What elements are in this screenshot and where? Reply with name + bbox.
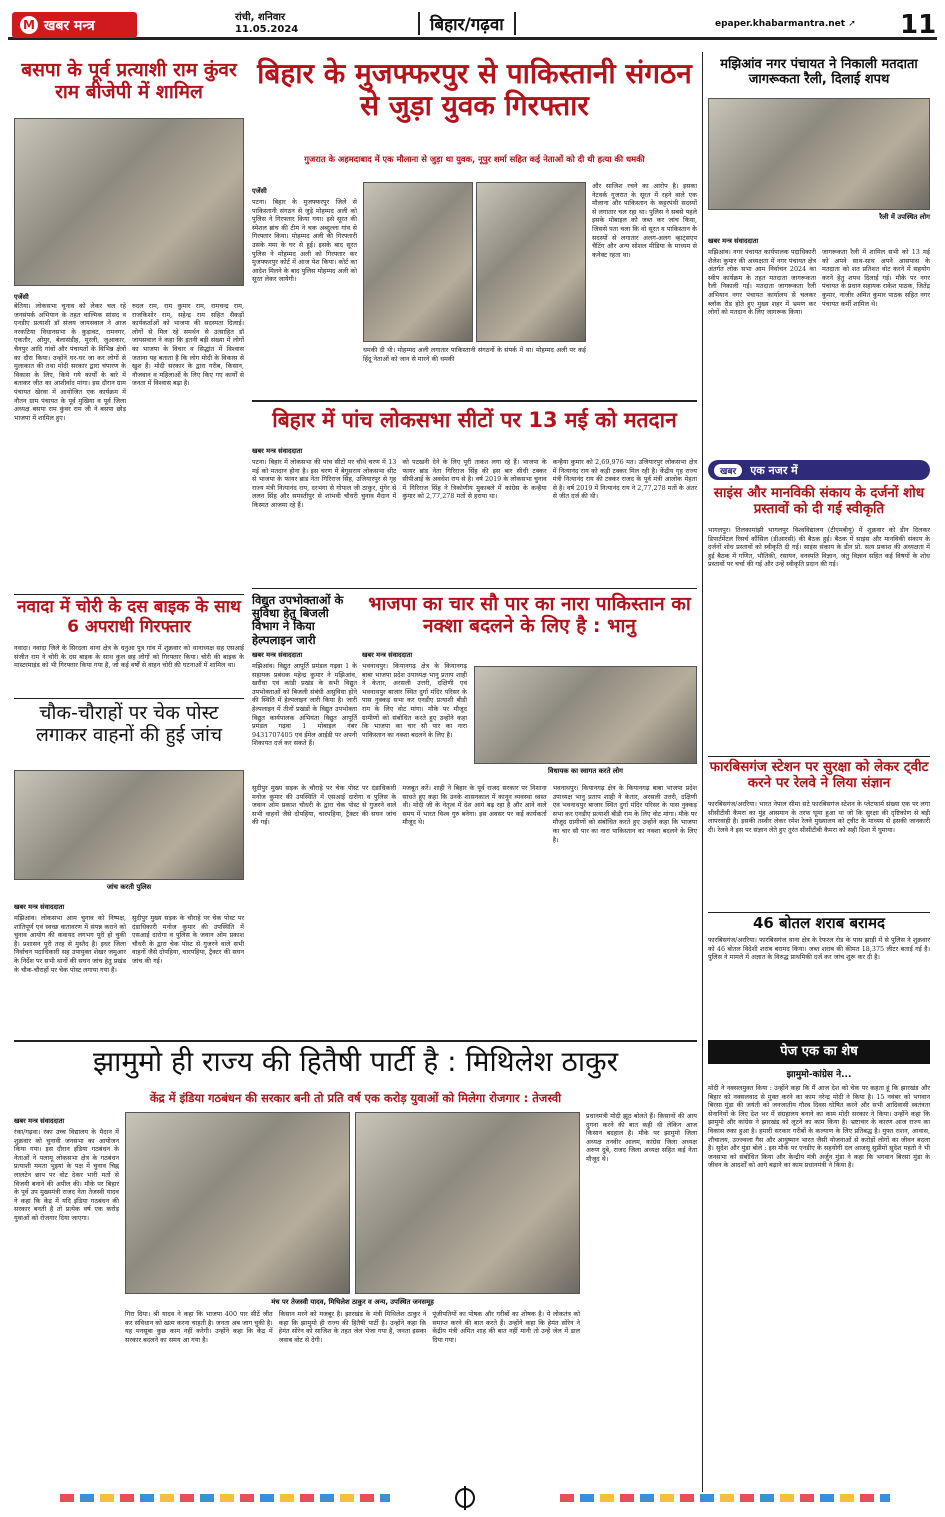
page-one-remainder-label: पेज एक का शेष bbox=[708, 1040, 930, 1064]
bhanu-col-2: मजबूत करें। शाही ने बिहार के पूर्व राजद सरकार पर निशाना साधते हुए कहा कि उनके शासनकाल में कानून व्यवस्था ध्वस्त थी। मोदी जी के नेतृत्व में देश आगे बढ़ रहा है और आने वाले समय में भारत विश्व गुरु बनेगा। इस अवसर पर कई कार्यकर्ता मौजूद थे। bbox=[402, 784, 547, 827]
ek-nazar-banner bbox=[708, 460, 930, 480]
vote-col-1: पटना। बिहार में लोकसभा की पांच सीटों पर चौथे चरण में 13 मई को मतदान होना है। इस चरण में बेगूसराय लोकसभा सीट से भाजपा के फायर ब्रांड नेता गिरिराज सिंह, उजियारपुर से गृह राज्य मंत्री नित्यानंद राय, दरभंगा से गोपाल जी ठाकुर, मुंगेर से ललन सिंह और समस्तीपुर से शांभवी चौधरी चुनाव मैदान में किस्मत आजमा रहे हैं। bbox=[252, 458, 397, 509]
logo-mark-icon: M bbox=[20, 16, 38, 34]
bhanu-byline: खबर मन्त्र संवाददाता bbox=[362, 651, 413, 659]
page-one-remainder-body: मोदी ने नक्सलमुक्त किया : उन्होंने कहा कि मैं आज देश को चेक पर कहता हूं कि झारखंड और बिहार को नक्सलवाद से मुक्त करने का काम नरेन्द्र मोदी ने किया है। 15 नवंबर को भगवान बिरसा मुंडा की जयंती को जनजातीय गौरव दिवस घोषित करने और सभी आदिवासी स्वतंत्रता सेनानियों के लिए देश भर में संग्रहालय बनाने का काम मोदी सरकार ने किया। उन्होंने कहा कि झामुमो और कांग्रेस ने झारखंड को लूटने का काम किया है। भ्रष्टाचार के कारण आज राज्य का विकास रुका हुआ है। हमारी सरकार गरीबों के कल्याण के लिए प्रतिबद्ध है। मुफ्त राशन, आवास, शौचालय, उज्ज्वला गैस और आयुष्मान भारत जैसी योजनाओं से करोड़ों लोगों का जीवन बदला है। सुदेश और मुंडा बोले : इस मौके पर एनडीए के सहयोगी दल आजसू सुप्रीमो सुदेश महतो ने भी जनसभा को संबोधित किया और केन्द्रीय मंत्री अर्जुन मुंडा ने कहा कि भगवान बिरसा मुंडा के जीवन के आदर्शों को आगे बढ़ाने का काम प्रधानमंत्री ने किया है। bbox=[708, 1084, 930, 1170]
bsp-body bbox=[14, 302, 244, 590]
jmm-byline: खबर मन्त्र संवाददाता bbox=[14, 1117, 65, 1125]
jmm-col-4: पूंजीपतियों का पोषक और गरीबों का शोषक है। ये लोकतंत्र को समाप्त करने की बात करते हैं। उन्होंने कहा कि हेमंत सोरेन ने केंद्रीय मंत्री अमित शाह की बात नहीं मानी तो उन्हें जेल में डाल दिया गया। bbox=[432, 1310, 581, 1344]
jmm-col-5: प्रधानमंत्री मोदी झूठ बोलते हैं। किसानों की आय दुगना करने की बात कही थी लेकिन आज किसान बदहाल है। मौके पर झामुमो जिला अध्यक्ष तनवीर आलम, कांग्रेस जिला अध्यक्ष अरुण दुबे, राजद जिला अध्यक्ष सहित कई नेता मौजूद थे। bbox=[586, 1112, 697, 1163]
registration-mark-line bbox=[464, 1486, 466, 1510]
print-color-bar-left bbox=[60, 1494, 390, 1502]
divider bbox=[14, 1040, 697, 1042]
checkpost-col-1: मझिआंव। लोकसभा आम चुनाव को निष्पक्ष, शांतिपूर्ण एवं स्वच्छ वातावरण में संपन्न कराने को चुनाव आयोग की कवायद लगभग पूरी हो चुकी है। प्रशासन पूरी तरह से मुस्तैद है। इधर जिला निर्वाचन पदाधिकारी सह उपायुक्त शेखर जमुआर के निर्देश पर सभी थानों की सघन जांच हेतु प्रखंड के चौक-चौराहों पर चेक पोस्ट लगाया गया है। bbox=[14, 914, 126, 974]
jmm-photo-2 bbox=[355, 1112, 580, 1294]
majhiaon-col-1: मझिआंव। नगर पंचायत कार्यपालक पदाधिकारी शैलेश कुमार की अध्यक्षता में नगर पंचायत क्षेत्र अंतर्गत लोक सभा आम निर्वाचन 2024 का स्वीप कार्यक्रम के तहत मतदाता जागरूकता रैली निकाली गई। मतदाता जागरूकता रैली अभियान नगर पंचायत कार्यालय से चलकर ब्लॉक रोड होते हुए मुख्य शहर में भ्रमण कर लोगों को मतदान के लिए जागरूक किया। bbox=[708, 248, 816, 317]
bhanu-caption: विधायक का स्वागत करते लोग bbox=[547, 767, 624, 775]
jmm-photo-1 bbox=[125, 1112, 350, 1294]
checkpost-headline: चौक-चौराहों पर चेक पोस्ट लगाकर वाहनों की हुई जांच bbox=[35, 702, 223, 746]
page-one-remainder-headline: झामुमो-कांग्रेस ने... bbox=[786, 1070, 852, 1080]
nawada-body: नवादा। नवादा जिले के सिरदला थाना क्षेत्र के धनुआ पुत्र गांव में शुक्रवार को थानाध्यक्ष सह एसआई संजीत राम ने चोरी के दस बाइक के साथ कुल छह लोगों को गिरफ्तार किया। चोरी की बाइक के मास्टरमाइंड को भी गिरफ्तार किया गया है, जो कई वर्षों से वाहन चोरी की घटनाओं में शामिल था। bbox=[14, 644, 244, 670]
ek-nazar-tag: खबर bbox=[714, 464, 742, 477]
bhanu-col-1: भवनाथपुर। कियानगढ़ क्षेत्र के कियानगढ़ बाबा भाजपा प्रदेश उपाध्यक्ष भानु प्रताप शाही ने केतार, अरसली उत्तरी, दक्षिणी एवं भवनाथपुर बाजार स्थित दुर्गा मंदिर परिसर के पास नुक्कड़ सभा कर एनडीए प्रत्याशी बीडी राम के लिए वोट मांगा। मौके पर मौजूद ग्रामीणों को संबोधित करते हुए उन्होंने कहा कि भाजपा का चार सौ पार का नारा पाकिस्तान का नक्शा बदलने के लिए है। bbox=[362, 662, 467, 739]
railway-headline: फारबिसगंज स्टेशन पर सुरक्षा को लेकर ट्वीट करने पर रेलवे ने लिया संज्ञान bbox=[709, 759, 929, 791]
majhiaon-byline: खबर मन्त्र संवाददाता bbox=[708, 237, 759, 245]
checkpost-body bbox=[14, 914, 244, 1036]
checkpost-photo bbox=[14, 770, 244, 880]
jmm-col-2: गिरा दिया। श्री यादव ने कहा कि भाजपा 400 पार सीटें जीत कर संविधान को खत्म करना चाहती है। जनता अब जाग चुकी है। यह मनसूबा कुछ काम नहीं करेगी। उन्होंने कहा कि केंद्र में सरकार बदलने का समय आ गया है। bbox=[125, 1310, 273, 1344]
electricity-body: मझिआंव। विद्युत आपूर्ति प्रमंडल गढ़वा 1 के सहायक प्रबंधक महेन्द्र कुमार ने मझिआंव, खरौंधा एवं कांडी प्रखंड के सभी विद्युत उपभोक्ताओं को बिजली संबंधी असुविधा होने की स्थिति में हेल्पलाइन जारी किया है। जारी हेल्पलाइन में तीनों प्रखंडों के विद्युत उपभोक्ता विद्युत कार्यपालक अभियंता विद्युत आपूर्ति प्रमंडल गढ़वा 1 मोबाइल नंबर 9431707405 एवं ईमेल आईडी पर अपनी शिकायत दर्ज कर सकते हैं। bbox=[252, 662, 357, 748]
bhanu-photo bbox=[474, 666, 697, 764]
vote-col-2: को पटखनी देने के लिए पूरी ताकत लगा रहे हैं। भाजपा के फायर ब्रांड नेता गिरिराज सिंह की इस बार सीधी टक्कर सीपीआई के अवधेश राय से है। वर्ष 2019 के लोकसभा चुनाव में गिरिराज सिंह ने त्रिकोणीय मुकाबले में कांग्रेस के कन्हैया कुमार को 2,77,278 मतों से हराया था। bbox=[402, 458, 547, 501]
divider bbox=[252, 588, 697, 589]
column-divider bbox=[702, 52, 703, 1492]
bhanu-headline: भाजपा का चार सौ पार का नारा पाकिस्तान का नक्शा बदलने के लिए है : भानु bbox=[368, 593, 691, 637]
page-number: 11 bbox=[900, 10, 937, 40]
majhiaon-body bbox=[708, 248, 930, 454]
vote-col-3: कन्हैया कुमार को 2,69,976 मत। उजियारपुर लोकसभा क्षेत्र में नित्यानंद राय को कड़ी टक्कर मिल रही है। केंद्रीय गृह राज्य मंत्री नित्यानंद राय की टक्कर राजद के पूर्व मंत्री आलोक मेहता से है। वर्ष 2019 में नित्यानंद राय ने 2,77,278 मतों के अंतर से जीत दर्ज की थी। bbox=[552, 458, 697, 501]
majhiaon-headline: मझिआंव नगर पंचायत ने निकाली मतदाता जागरूकता रैली, दिलाई शपथ bbox=[720, 57, 918, 87]
jmm-col-1: रंका/गढ़वा। रंका उच्च विद्यालय के मैदान में शुक्रवार को चुनावी जनसभा का आयोजन किया गया। इस दौरान इंडिया गठबंधन के नेताओं ने पलामू लोकसभा क्षेत्र के गठबंधन प्रत्याशी ममता भुइयां के पक्ष में चुनाव चिह्न लालटेन छाप पर वोट देकर भारी मतों से विजयी बनाने की अपील की। मौके पर बिहार के पूर्व उप मुख्यमंत्री राजद नेता तेजस्वी यादव ने कहा कि केंद्र में यदि इंडिया गठबंधन की सरकार बनती है तो प्रत्येक वर्ष एक करोड़ युवाओं को रोजगार दिया जाएगा। bbox=[14, 1128, 119, 1222]
majhiaon-col-2: जागरूकता रैली में शामिल सभी को 13 मई को अपने साथ-साथ अपने आसपास के मतदाता को शत प्रतिशत वोट करने में सहयोग करने हेतु शपथ दिलाई गई। मौके पर नगर पंचायत के प्रधान सहायक राकेश पाठक, जितेंद्र कुमार, नाजीर अमित कुमार पाठक सहित नगर पंचायत कर्मी शामिल थे। bbox=[822, 248, 930, 308]
cursor-icon: ➚ bbox=[848, 19, 856, 29]
epaper-site[interactable]: epaper.khabarmantra.net ➚ bbox=[715, 19, 856, 29]
bsp-col-2: रुदल राम, राम कुमार राम, रामचन्द्र राम, राजकिशोर राम, सहेन्द्र राम सहित सैकड़ों कार्यकर्ताओं को भाजपा की सदस्यता दिलाई। लोगों से मिल रहे समर्थन से उत्साहित डॉ जायसवाल ने कहा कि इतनी बड़ी संख्या में लोगों का भाजपा के विचार व सिद्धांत में विश्वास जताना यह बताता है कि लोग मोदी के विकास से खुश हैं। मोदी सरकार के द्वारा गरीब, किसान, नौजवान व महिलाओं के लिए किए गए कार्यों से जनता में विश्वास बढ़ा है। bbox=[132, 302, 244, 388]
majhiaon-photo bbox=[708, 98, 930, 210]
newspaper-logo[interactable]: M खबर मन्त्र bbox=[12, 12, 137, 38]
jmm-caption: मंच पर तेजस्वी यादव, मिथिलेश ठाकुर व अन्य, उपस्थित जनसमूह bbox=[271, 1298, 434, 1306]
divider bbox=[708, 912, 930, 913]
lead-dateline: एजेंसी bbox=[252, 187, 267, 195]
vote-headline: बिहार में पांच लोकसभा सीटों पर 13 मई को मतदान bbox=[272, 408, 677, 432]
electricity-continued: सुदीपुर मुख्य सड़क के चौराहे पर चेक पोस्ट पर दंडाधिकारी मनोज कुमार की उपस्थिति में एसआई दारोगा व पुलिस के जवान ओम प्रकाश चौधरी के द्वारा चेक पोस्ट से गुजरने वाले सभी वाहनों जैसे दोपहिया, चारपहिया, ट्रैक्टर की सघन जांच की गई। bbox=[252, 784, 397, 827]
divider bbox=[252, 400, 697, 402]
bsp-headline: बसपा के पूर्व प्रत्याशी राम कुंवर राम बीजेपी में शामिल bbox=[21, 59, 237, 103]
section-name: बिहार/गढ़वा bbox=[418, 12, 516, 35]
jmm-lower-body bbox=[125, 1310, 580, 1484]
liquor-body: फारबिसगंज/अररिया। फारबिसगंज थाना क्षेत्र के रेफरल रोड के पास झाड़ी में से पुलिस ने शुक्रवार को 46 बोतल विदेशी शराब बरामद किया। जब्त शराब की कीमत 18,375 लीटर बताई गई है। पुलिस ने मामले में अज्ञात के विरुद्ध प्राथमिकी दर्ज कर जांच शुरू कर दी है। bbox=[708, 936, 930, 962]
ek-nazar-title: एक नजर में bbox=[750, 463, 798, 477]
lead-col-2: और साजिश रचने का आरोप है। इसका नेटवर्क गुजरात के सूरत में रहने वाले एक मौलाना और पाकिस्तान के कट्टरपंथी सदस्यों से लगातार चल रहा था। पुलिस ने सबसे पहले इसके मोबाइल को जब्त कर जांच किया, जिससे पता चला कि वो सूरत व पाकिस्तान के सदस्यों से लगातार अलग-अलग व्हाट्सएप चैटिंग और अन्य सोशल मीडिया के माध्यम से कनेक्ट रहता था। bbox=[592, 182, 697, 259]
divider bbox=[708, 756, 930, 757]
lead-headline: बिहार के मुजफ्फरपुर से पाकिस्तानी संगठन से जुड़ा युवक गिरफ्तार bbox=[257, 57, 692, 123]
bsp-dateline: एजेंसी bbox=[14, 293, 29, 301]
lead-photo-2 bbox=[476, 182, 586, 342]
divider bbox=[14, 698, 244, 699]
checkpost-caption: जांच करती पुलिस bbox=[106, 883, 152, 891]
liquor-headline: 46 बोतल शराब बरामद bbox=[752, 914, 886, 932]
lead-caption: धमकी दी थी। मोहम्मद अली लगातार पाकिस्तानी संगठनों के संपर्क में था। मोहम्मद अली पर कई हिंदू नेताओं को जान से मारने की धमकी bbox=[363, 346, 586, 363]
research-body: भागलपुर। तिलकामांझी भागलपुर विश्वविद्यालय (टीएमबीयू) में शुक्रवार को डीन दिलकर डिपार्टमेंटल रिसर्च कौंसिल (डीआरसी) की बैठक हुई। बैठक में साइंस और मानविकी संकाय के दर्जनों शोध प्रस्तावों को स्वीकृति दी गई। साइंस संकाय के डीन प्रो. सत्य प्रकाश की अध्यक्षता में हुई बैठक में गणित, भौतिकी, रसायन, वनस्पति विज्ञान, जंतु विज्ञान सहित कई विषयों के शोध प्रस्तावों पर चर्चा की गई और उन्हें स्वीकृति प्रदान की गई। bbox=[708, 526, 930, 569]
electricity-headline: विद्युत उपभोक्ताओं के सुविधा हेतु बिजली विभाग ने किया हेल्पलाइन जारी bbox=[252, 593, 344, 647]
lead-photo-1 bbox=[363, 182, 473, 342]
railway-body: फारबिसगंज/अररिया। भारत नेपाल सीमा सटे फारबिसगंज स्टेशन के प्लेटफार्म संख्या एक पर लगा सीसीटीवी कैमरा का मुंह आसमान के तरफ घूमा हुआ था जो कि सुरक्षा की दृष्टिकोण से बड़ी लापरवाही है। इसकी तस्वीर लेकर रमेश रेलवे मुख्यालय को ट्वीट के माध्यम से इसकी जानकारी दी। रेलवे ने इस पर संज्ञान लेते हुए तुरंत सीसीटीवी कैमरा को सही दिशा में घुमाया। bbox=[708, 800, 930, 834]
checkpost-byline: खबर मन्त्र संवाददाता bbox=[14, 903, 65, 911]
bsp-photo bbox=[14, 118, 244, 286]
divider bbox=[14, 594, 244, 595]
vote-body bbox=[252, 458, 697, 582]
masthead-dateline: रांची, शनिवार 11.05.2024 bbox=[235, 12, 299, 35]
checkpost-col-2: सुदीपुर मुख्य सड़क के चौराहे पर चेक पोस्ट पर दंडाधिकारी मनोज कुमार की उपस्थिति में एसआई दारोगा व पुलिस के जवान ओम प्रकाश चौधरी के द्वारा चेक पोस्ट से गुजरने वाले सभी वाहनों जैसे दोपहिया, चारपहिया, ट्रैक्टर की सघन जांच की गई। bbox=[132, 914, 244, 965]
bsp-col-1: बेतिया। लोकसभा चुनाव को लेकर चल रहे जनसंपर्क अभियान के तहत वाल्मिक सांसद व एनडीए प्रत्याशी डॉ संजय जायसवाल ने आज नरकटिया विधानसभा के कुड़ावट, रामनगर, एकतौर, ओमुर, बेलासंडीह, मुरली, जुआकार, चैनपुर आदि गांवों और पंचायतों के विभिन्न क्षेत्रों का दौरा किया। उन्होंने घर-घर जा कर लोगों से मुलाकात की तथा मोदी सरकार द्वारा चंपारण के विकास के लिए, किये गये कार्यों के बारे में बताकर जीत का आशीर्वाद मांगा। इस दौरान ग्राम पंचायत खेरवा में आयोजित एक कार्यक्रम में नौतन ग्राम पंचायत के पूर्व मुखिया व पूर्व जिला अध्यक्ष बसपा राम कुंवर राम जी ने बसपा छोड़ भाजपा में शामिल हुए। bbox=[14, 302, 126, 422]
electricity-byline: खबर मन्त्र संवाददाता bbox=[252, 651, 303, 659]
lead-subhead: गुजरात के अहमदाबाद में एक मौलाना से जुड़ा था युवक, नूपुर शर्मा सहित कई नेताओं को दी थी हत्या की धमकी bbox=[304, 154, 645, 164]
bhanu-col-3: भवनाथपुर। कियानगढ़ क्षेत्र के कियानगढ़ बाबा भाजपा प्रदेश उपाध्यक्ष भानु प्रताप शाही ने केतार, अरसली उत्तरी, दक्षिणी एवं भवनाथपुर बाजार स्थित दुर्गा मंदिर परिसर के पास नुक्कड़ सभा कर एनडीए प्रत्याशी बीडी राम के लिए वोट मांगा। मौके पर मौजूद ग्रामीणों को संबोधित करते हुए उन्होंने कहा कि भाजपा का चार सौ पार का नारा पाकिस्तान का नक्शा बदलने के लिए है। bbox=[552, 784, 697, 844]
print-color-bar-right bbox=[560, 1494, 890, 1502]
majhiaon-caption: रैली में उपस्थित लोग bbox=[879, 213, 930, 221]
jmm-subhead: केंद्र में इंडिया गठबंधन की सरकार बनी तो प्रति वर्ष एक करोड़ युवाओं को मिलेगा रोजगार : तेजस्वी bbox=[149, 1091, 562, 1105]
jmm-col-3: किसान मरने को मजबूर है। झारखंड के मंत्री मिथिलेश ठाकुर ने कहा कि झामुमो ही राज्य की हितैषी पार्टी है। उन्होंने कहा कि हेमंत सोरेन को साजिश के तहत जेल भेजा गया है, जनता इसका जवाब वोट से देगी। bbox=[278, 1310, 427, 1344]
lead-col-1: पटना। बिहार के मुजफ्फरपुर जिले से पाकिस्तानी संगठन से जुड़े मोहम्मद अली को पुलिस ने गिरफ्तार किया गया। इसे सूरत की स्पेशल ब्रांच की टीम ने चक अब्दुल्ला गांव से गिरफ्तार किया। मोहम्मद अली की गिरफ्तारी उसके ममा के घर से हुई। इसके बाद सूरत पुलिस ने मोहम्मद अली को गिरफ्तार कर मुजफ्फरपुर कोर्ट में आज पेश किया। कोर्ट का आदेश मिलने के बाद पुलिस मोहम्मद अली को सूरत लेकर जायेगी। bbox=[252, 198, 357, 284]
jmm-headline: झामुमो ही राज्य की हितैषी पार्टी है : मिथिलेश ठाकुर bbox=[92, 1045, 619, 1078]
nawada-headline: नवादा में चोरी के दस बाइक के साथ 6 अपराधी गिरफ्तार bbox=[17, 597, 241, 637]
vote-byline: खबर मन्त्र संवाददाता bbox=[252, 447, 303, 455]
research-headline: साइंस और मानविकी संकाय के दर्जनों शोध प्रस्तावों को दी गई स्वीकृति bbox=[713, 485, 925, 517]
mid-lower-body bbox=[252, 784, 697, 1020]
